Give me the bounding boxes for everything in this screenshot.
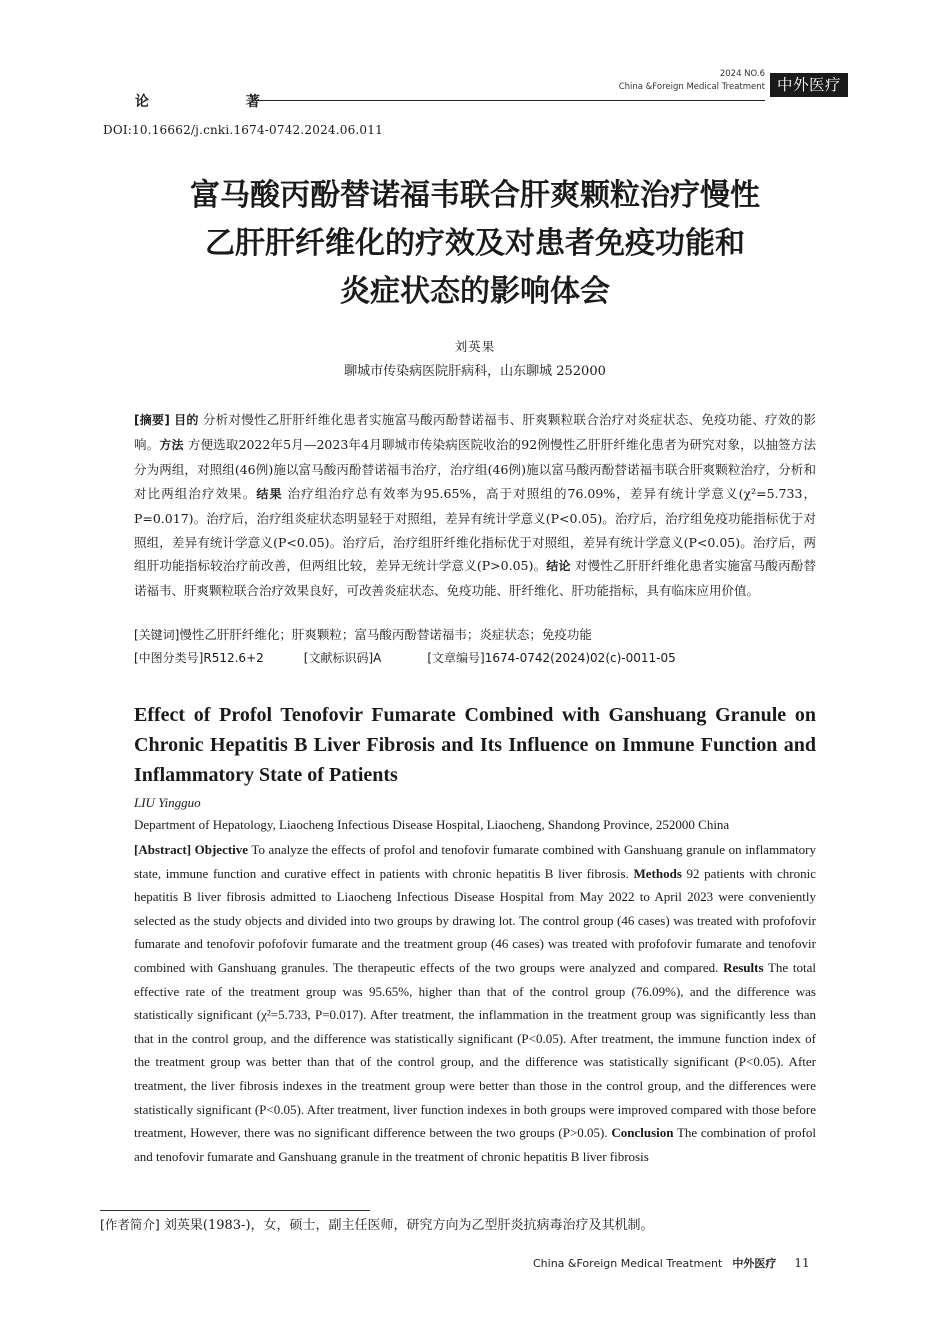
conclusion-label-en: Conclusion [611,1125,674,1141]
footer-journal-cn: 中外医疗 [732,1257,777,1270]
methods-label: 方法 [159,437,184,452]
conclusion-text: 对慢性乙肝肝纤维化患者实施富马酸丙酚替诺福韦、肝爽颗粒联合治疗效果良好，可改善炎症状态、免疫功能、肝纤维化、肝功能指标，具有临床应用价值。 [134,558,816,599]
header-rule [255,100,765,101]
clc-code: R512.6+2 [203,651,264,665]
footnote-text: 刘英果(1983-)，女，硕士，副主任医师，研究方向为乙型肝炎抗病毒治疗及其机制。 [163,1218,654,1233]
footer-journal-en: China &Foreign Medical Treatment [533,1257,723,1270]
objective-label: 目的 [174,413,199,427]
page-number: 11 [794,1256,810,1270]
title-line: 炎症状态的影响体会 [340,274,610,309]
conclusion-label: 结论 [546,559,571,574]
doi: DOI:10.16662/j.cnki.1674-0742.2024.06.011 [103,123,383,137]
abstract-en [134,838,816,1168]
doc-code: A [373,651,382,665]
author-bio-footnote [100,1214,654,1233]
title-line: 富马酸丙酚替诺福韦联合肝爽颗粒治疗慢性 [190,178,760,213]
keywords-row [134,625,816,643]
objective-text: 分析对慢性乙肝肝纤维化患者实施富马酸丙酚替诺福韦、肝爽颗粒联合治疗对炎症状态、免疫功能、疗效的影响。 [134,412,816,452]
affiliation-en: Department of Hepatology, Liaocheng Infectious Disease Hospital, Liaocheng, Shandong Province, 252000 China [134,817,730,832]
keywords-label: [关键词] [134,628,180,642]
year-issue: 2024 NO.6 [719,69,765,79]
results-label: 结果 [256,486,283,501]
abstract-cn [134,408,816,603]
results-text-en: The total effective rate of the treatment group was 95.65%, higher than that of the control group (76.09%), and the difference was statistically significant (χ²=5.733, P=0.017). After treatment, the inflammation in the treatment group was significantly less than that in the control group, and the difference was statistically significant (P<0.05). After treatment, the immune function index of the treatment group was better than that of the control group, and the difference was statistically significant (P<0.05). After treatment, the liver fibrosis indexes in the treatment group were better than those in the control group, and the differences were statistically significant (P<0.05). After treatment, liver function indexes in both groups were improved compared with those before treatment, However, there was no significant difference between the two groups (P>0.05). [134,959,816,1141]
objective-text-en: To analyze the effects of profol and tenofovir fumarate combined with Ganshuang granule on inflammatory state, immune function and curative effect in patients with chronic hepatitis B liver fibrosis. [134,842,817,881]
methods-text: 方便选取2022年5月—2023年4月聊城市传染病医院收治的92例慢性乙肝肝纤维化患者为研究对象，以抽签方法分为两组，对照组(46例)施以富马酸丙酚替诺福韦治疗，治疗组(46例)施以富马酸丙酚替诺福韦联合肝爽颗粒治疗，分析和对比两组治疗效果。 [134,436,816,501]
journal-logo: 中外医疗 [770,73,848,97]
journal-name-en: China &Foreign Medical Treatment [618,82,765,92]
methods-label-en: Methods [633,865,682,881]
results-label-en: Results [723,959,764,975]
conclusion-text-en: The combination of profol and tenofovir fumarate and Ganshuang granule in the treatment of chronic hepatitis B liver fibrosis [134,1125,816,1164]
section-label: 论 著 [135,94,306,110]
keywords: 慢性乙肝肝纤维化；肝爽颗粒；富马酸丙酚替诺福韦；炎症状态；免疫功能 [179,627,592,642]
author-en: LIU Yingguo [134,795,201,810]
doc-code-label: [文献标识码] [303,651,374,665]
article-no-label: [文章编号] [427,651,485,665]
footnote-rule [100,1210,370,1211]
abstract-label: [摘要] [134,413,170,427]
author-cn: 刘英果 [454,339,496,354]
journal-header-meta [592,68,765,94]
results-text: 治疗组治疗总有效率为95.65%，高于对照组的76.09%，差异有统计学意义(χ²=5.733，P=0.017)。治疗后，治疗组炎症状态明显轻于对照组，差异有统计学意义(P<0.05)。治疗后，治疗组免疫功能指标优于对照组，差异有统计学意义(P<0.05)。治疗后，治疗组肝纤维化指标优于对照组，差异有统计学意义(P<0.05)。治疗后，两组肝功能指标较治疗前改善，但两组比较，差异无统计学意义(P>0.05)。 [134,485,816,574]
abstract-label-en: [Abstract] [134,842,192,857]
objective-label-en: Objective [194,842,249,857]
affiliation-cn: 聊城市传染病医院肝病科，山东聊城 252000 [344,364,606,379]
page-footer [533,1255,810,1271]
title-line: 乙肝肝纤维化的疗效及对患者免疫功能和 [205,226,745,261]
clc-label: [中图分类号] [134,651,204,665]
classification-row [134,649,816,666]
page-title-cn [95,172,855,316]
footnote-label: [作者简介] [100,1217,160,1232]
page-title-en: Effect of Profol Tenofovir Fumarate Combined with Ganshuang Granule on Chronic Hepatitis B Liver Fibrosis and Its Influence on Immune Function and Inflammatory State of Patients [134,704,816,786]
article-number: 1674-0742(2024)02(c)-0011-05 [484,651,676,665]
methods-text-en: 92 patients with chronic hepatitis B liver fibrosis admitted to Liaocheng Infectious Disease Hospital from May 2022 to April 2023 were conveniently selected as the study objects and divided into two groups by drawing lot. The control group (46 cases) was treated with profofovir fumarate and tenofovir pofofovir fumarate and the treatment group (46 cases) was treated with profofovir fumarate and tenofovir combined with Ganshuang granules. The therapeutic effects of the two groups were analyzed and compared. [134,865,817,975]
